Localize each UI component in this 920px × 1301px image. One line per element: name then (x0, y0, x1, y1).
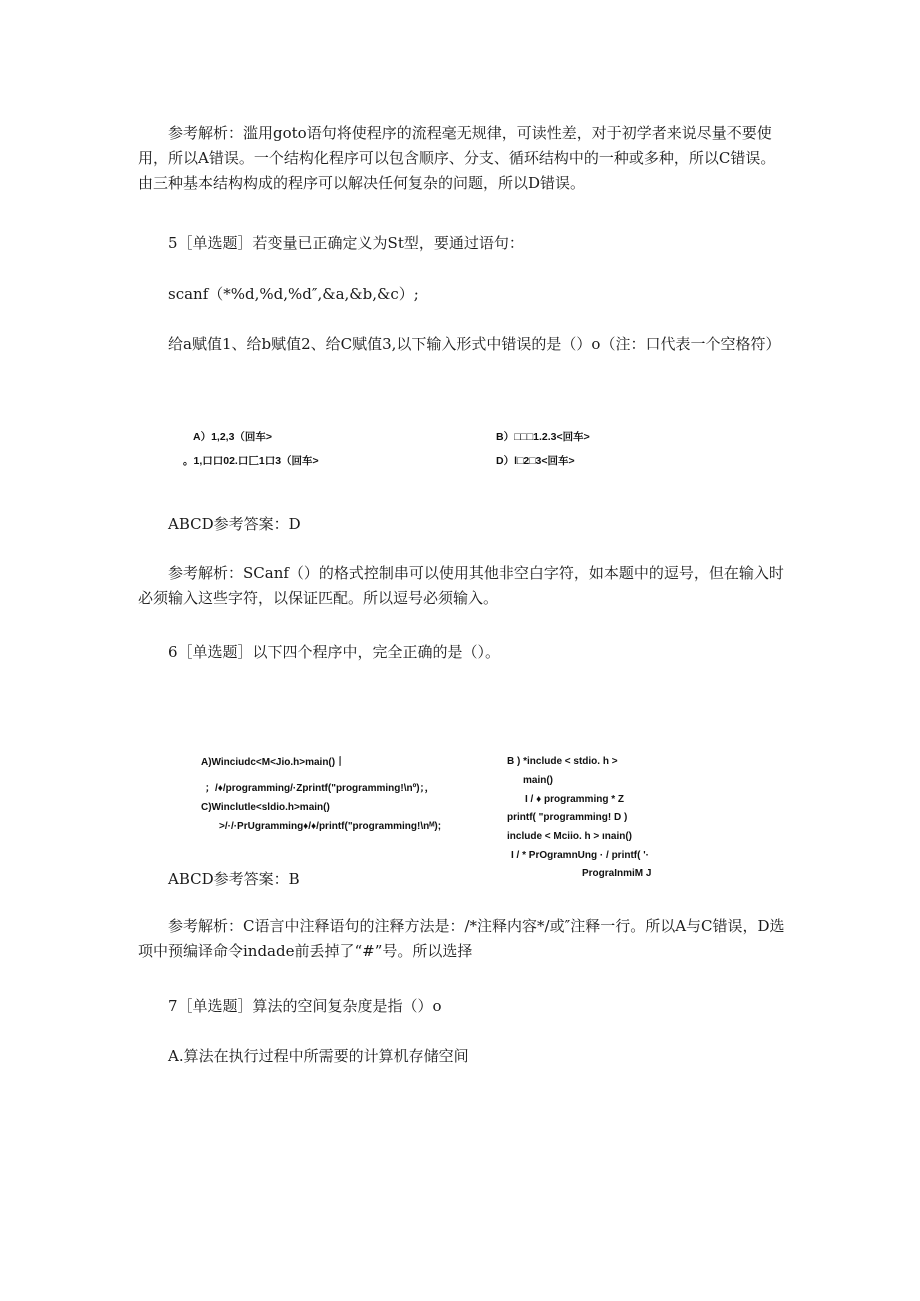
q6-code-line-a1: A)Winciudc<M<Jio.h>main()丨 (201, 757, 346, 768)
q7-title: 7［单选题］算法的空间复杂度是指（）o (168, 997, 442, 1015)
q6-code-line-b2: main() (523, 775, 553, 786)
q6-code-line-c1: C)Winclutle<sldio.h>main() (201, 802, 330, 813)
q6-code-line-d3: PrograInmiM J (582, 868, 652, 879)
q5-analysis: 参考解析：SCanf（）的格式控制串可以使用其他非空白字符，如本题中的逗号，但在输入时必须输入这些字符，以保证匹配。所以逗号必须输入。 (138, 564, 784, 607)
q5-option-c: 。1,口口02.口匚1口3（回车> (183, 455, 319, 467)
q5-title: 5［单选题］若变量已正确定义为St型，要通过语句： (168, 234, 524, 252)
q6-code-line-b1: B ) *include < stdio. h > (507, 756, 618, 767)
q6-code-line-b3: I / ♦ programming * Z (525, 794, 624, 805)
q5-option-b: B）□□□1.2.3<回车> (496, 431, 590, 443)
q5-code: scanf（*%d,%d,%d″,&a,&b,&c）; (168, 285, 419, 303)
q6-code-line-b4: printf( "programming! D ) (507, 812, 628, 823)
q5-option-a: A）1,2,3（回车> (193, 431, 273, 443)
q6-code-line-c2: >/·/·PrUgramming♦/♦/printf("programming!\nᴹ); (219, 821, 442, 832)
q5-option-d: D）l□2□3<回车> (496, 455, 575, 467)
q6-answer: ABCD参考答案：B (168, 870, 300, 888)
q5-answer: ABCD参考答案：D (168, 515, 301, 533)
q6-code-line-d2: I / * PrOgramnUng · / printf( '· (511, 850, 649, 861)
q6-code-line-d1: include < Mciio. h > ınain() (507, 831, 633, 842)
q6-code-line-a2: ；/♦/programming/·Zprintf("programming!\nº)；， (205, 783, 435, 794)
q4-analysis: 参考解析：滥用goto语句将使程序的流程毫无规律，可读性差，对于初学者来说尽量不要使用，所以A错误。一个结构化程序可以包含顺序、分支、循环结构中的一种或多种，所以C错误。由三种基本结构构成的程序可以解决任何复杂的问题，所以D错误。 (138, 124, 776, 192)
q5-question: 给a赋值1、给b赋值2、给C赋值3,以下输入形式中错误的是（）o（注：口代表一个空格符） (168, 335, 781, 353)
q6-title: 6［单选题］以下四个程序中，完全正确的是（）。 (168, 643, 501, 661)
q6-analysis: 参考解析：C语言中注释语句的注释方法是：/*注释内容*/或″注释一行。所以A与C错误，D选项中预编译命令indade前丢掉了“#”号。所以选择 (138, 917, 785, 960)
q7-option-a: A.算法在执行过程中所需要的计算机存储空间 (168, 1047, 469, 1065)
